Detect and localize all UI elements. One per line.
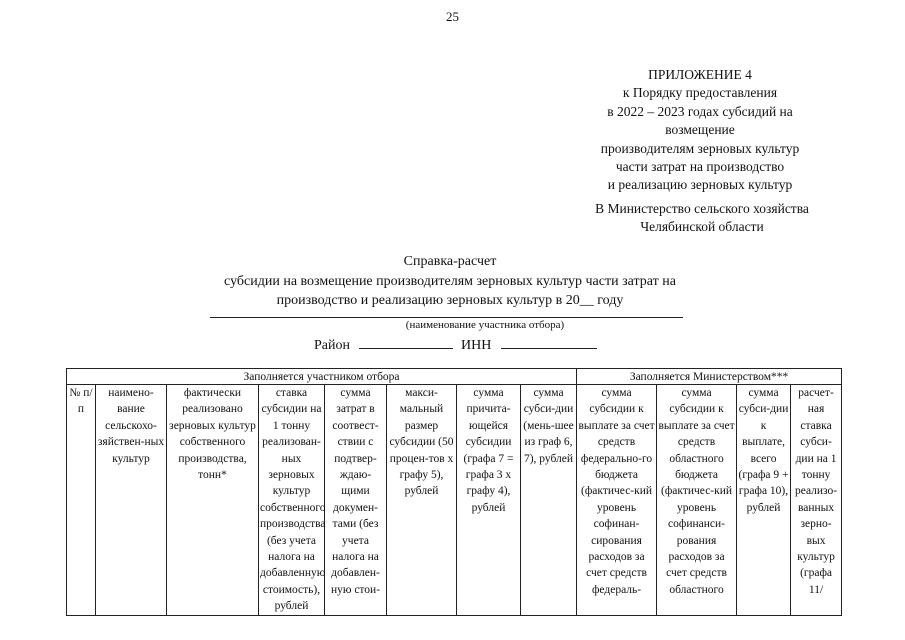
column-header: наимено-вание сельскохо-зяйствен-ных культур: [96, 385, 167, 616]
column-header: сумма затрат в соотвест-ствии с подтвер-ждаю-щими докумен-тами (без учета налога на добавлен-ную стои-: [325, 385, 387, 616]
document-title: Справка-расчет: [403, 254, 497, 269]
district-label: Район: [314, 338, 350, 353]
district-blank: [359, 334, 453, 349]
group-header-ministry: Заполняется Министерством***: [577, 369, 842, 385]
column-header: расчет-ная ставка субси-дии на 1 тонну реализо-ванных зерно-вых культур (графа 11/: [791, 385, 842, 616]
appendix-line: части затрат на производство: [615, 159, 785, 175]
inn-label: ИНН: [460, 338, 492, 353]
column-header: сумма субсидии к выплате за счет средств областного бюджета (фактичес-кий уровень софинанси-рования расходов за счет средств областного: [657, 385, 737, 616]
addressee-line: Челябинской области: [640, 219, 764, 235]
addressee-line: В Министерство сельского хозяйства: [595, 201, 809, 216]
column-header: фактически реализовано зерновых культур собственного производства, тонн*: [167, 385, 259, 616]
group-header-participant: Заполняется участником отбора: [67, 369, 577, 385]
inn-blank: [501, 334, 597, 349]
column-header: № п/п: [67, 385, 96, 616]
participant-name-line: [210, 317, 683, 318]
appendix-line: и реализацию зерновых культур: [607, 177, 793, 193]
calculation-table: [66, 368, 842, 616]
participant-caption: (наименование участника отбора): [405, 319, 565, 331]
appendix-line: возмещение: [665, 122, 735, 138]
appendix-title: ПРИЛОЖЕНИЕ 4: [648, 67, 752, 82]
column-header: ставка субсидии на 1 тонну реализован-ных зерновых культур собственного производства (без учета налога на добавленную стоимость), рублей: [259, 385, 325, 616]
document-subtitle: субсидии на возмещение производителям зерновых культур части затрат на: [224, 273, 676, 289]
column-header: сумма субси-дии к выплате, всего (графа 9 + графа 10), рублей: [737, 385, 791, 616]
document-subtitle: производство и реализацию зерновых культур в 20__ году: [276, 293, 624, 308]
appendix-line: к Порядку предоставления: [622, 85, 778, 101]
column-header: сумма субсидии к выплате за счет средств федерально-го бюджета (фактичес-кий уровень софинан-сирования расходов за счет средств федераль-: [577, 385, 657, 616]
column-header: сумма субси-дии (мень-шее из граф 6, 7), рублей: [521, 385, 577, 616]
column-header: сумма причита-ющейся субсидии (графа 7 = графа 3 х графу 4), рублей: [457, 385, 521, 616]
district-inn-row: [314, 334, 597, 354]
appendix-line: производителям зерновых культур: [600, 140, 800, 156]
document-heading: [150, 252, 750, 311]
appendix-line: в 2022 – 2023 годах субсидий на: [607, 103, 793, 119]
page-number: 25: [446, 9, 459, 24]
column-header: макси-мальный размер субсидии (50 процен-тов х графу 5), рублей: [387, 385, 457, 616]
addressee-block: [560, 200, 844, 237]
appendix-block: [560, 66, 840, 195]
